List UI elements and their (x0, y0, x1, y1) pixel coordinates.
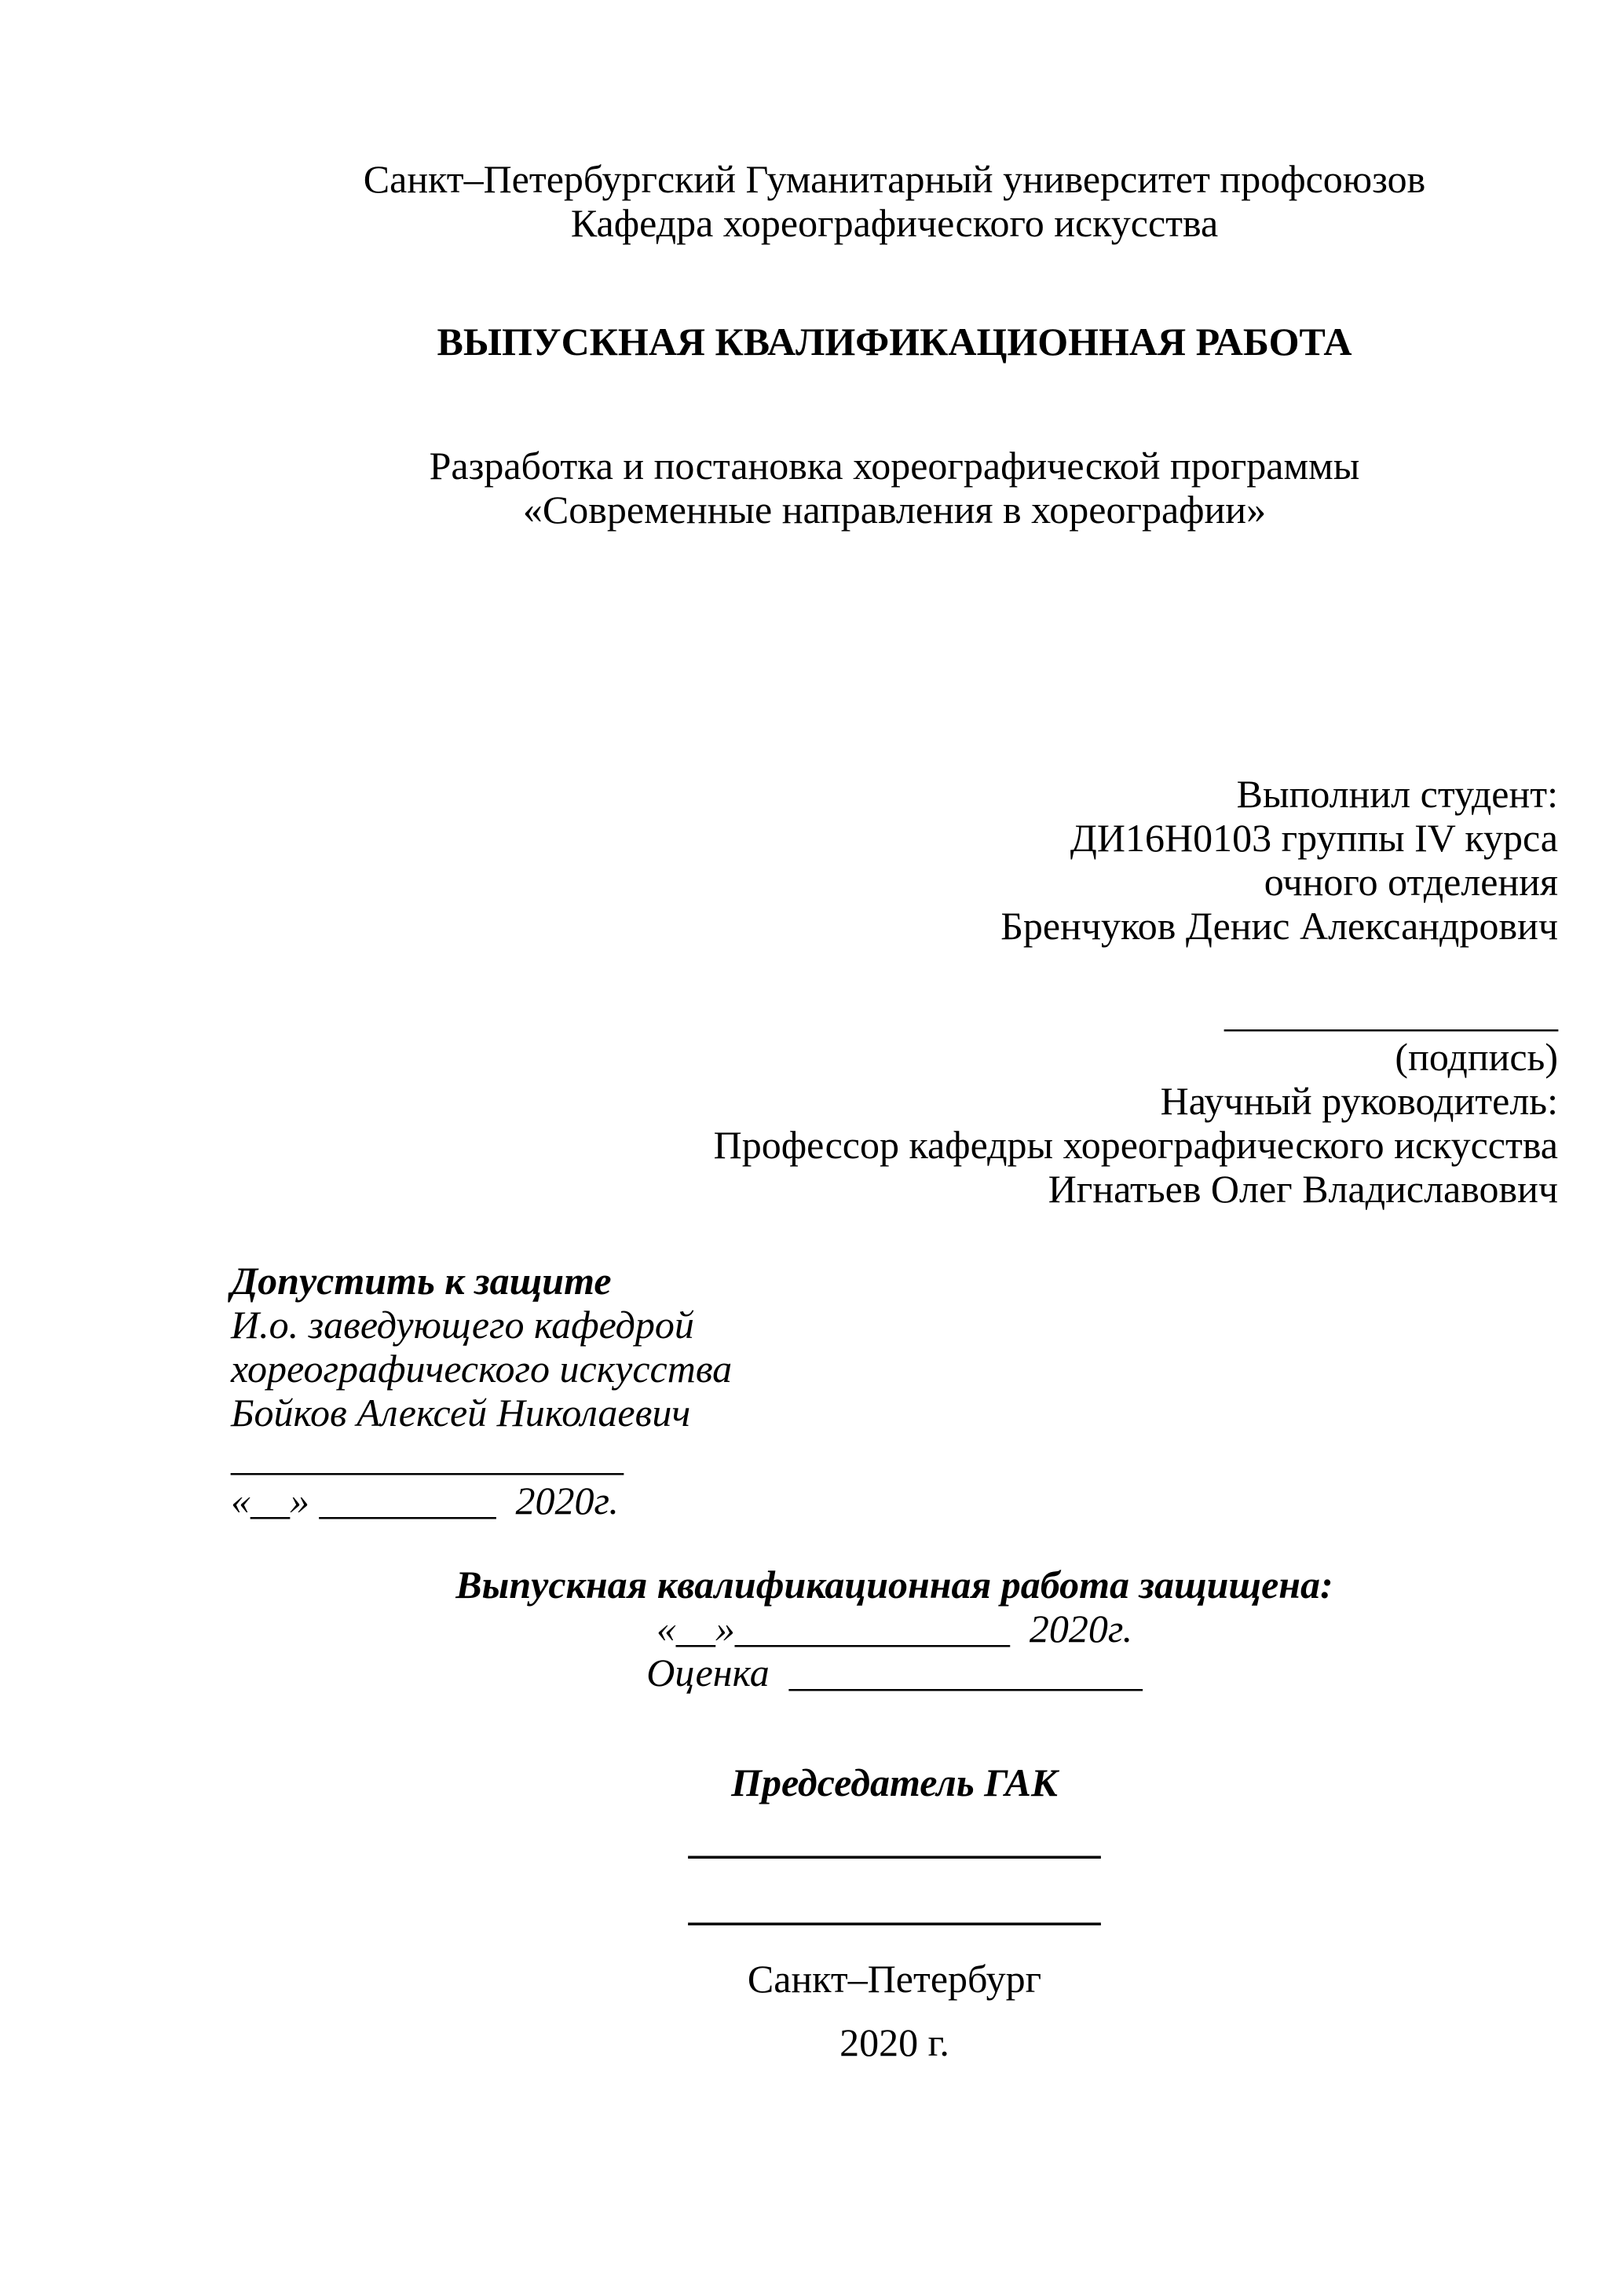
footer-city (231, 1957, 1558, 2001)
footer-city-text: Санкт–Петербург (747, 1957, 1042, 2001)
supervisor-label: Научный руководитель: (1160, 1079, 1558, 1123)
work-type-title (231, 320, 1558, 364)
admission-official-name: Бойков Алексей Николаевич (231, 1391, 691, 1435)
footer-year (231, 2020, 1558, 2064)
thesis-title-line-2: «Современные направления в хореографии» (522, 488, 1267, 532)
admission-heading: Допустить к защите (231, 1259, 612, 1303)
signature-caption: (подпись) (1395, 1035, 1558, 1079)
admission-official-role-1: И.о. заведующего кафедрой (231, 1303, 694, 1347)
defense-heading: Выпускная квалификационная работа защищена: (455, 1563, 1333, 1607)
supervisor-name: Игнатьев Олег Владиславович (1048, 1167, 1558, 1211)
student-group: ДИ16Н0103 группы IV курса (1070, 816, 1558, 860)
footer-year-text: 2020 г. (839, 2020, 949, 2064)
chairman-signature-line-1-text: _____________________ (688, 1818, 1101, 1862)
student-name: Бренчуков Денис Александрович (1000, 904, 1558, 948)
student-block (231, 772, 1558, 948)
chairman-signature-line-1 (231, 1818, 1558, 1862)
supervisor-position: Профессор кафедры хореографического искусства (713, 1123, 1558, 1167)
student-study-mode: очного отделения (1264, 860, 1558, 904)
student-label: Выполнил студент: (1236, 772, 1558, 816)
chairman-heading-text: Председатель ГАК (731, 1760, 1058, 1804)
signature-line: _________________ (1224, 991, 1558, 1035)
admission-block (231, 1259, 1558, 1523)
admission-official-role-2: хореографического искусства (231, 1347, 733, 1391)
admission-signature-line: ____________________ (231, 1435, 624, 1479)
defense-date-line: «__»______________ 2020г. (656, 1607, 1133, 1651)
department-name: Кафедра хореографического искусства (570, 201, 1219, 245)
chairman-signature-line-2-text: _____________________ (688, 1885, 1101, 1929)
work-type-text: ВЫПУСКНАЯ КВАЛИФИКАЦИОННАЯ РАБОТА (437, 320, 1352, 364)
chairman-heading (231, 1760, 1558, 1804)
chairman-signature-line-2 (231, 1885, 1558, 1929)
university-name: Санкт–Петербургский Гуманитарный университет профсоюзов (363, 157, 1426, 201)
supervisor-block (231, 991, 1558, 1211)
defense-block (231, 1563, 1558, 1695)
defense-grade-line: Оценка __________________ (646, 1651, 1143, 1695)
admission-date-line: «__» _________ 2020г. (231, 1479, 619, 1523)
header-block (231, 157, 1558, 245)
thesis-title-line-1: Разработка и постановка хореографической программы (429, 444, 1360, 488)
thesis-title-block (231, 444, 1558, 532)
